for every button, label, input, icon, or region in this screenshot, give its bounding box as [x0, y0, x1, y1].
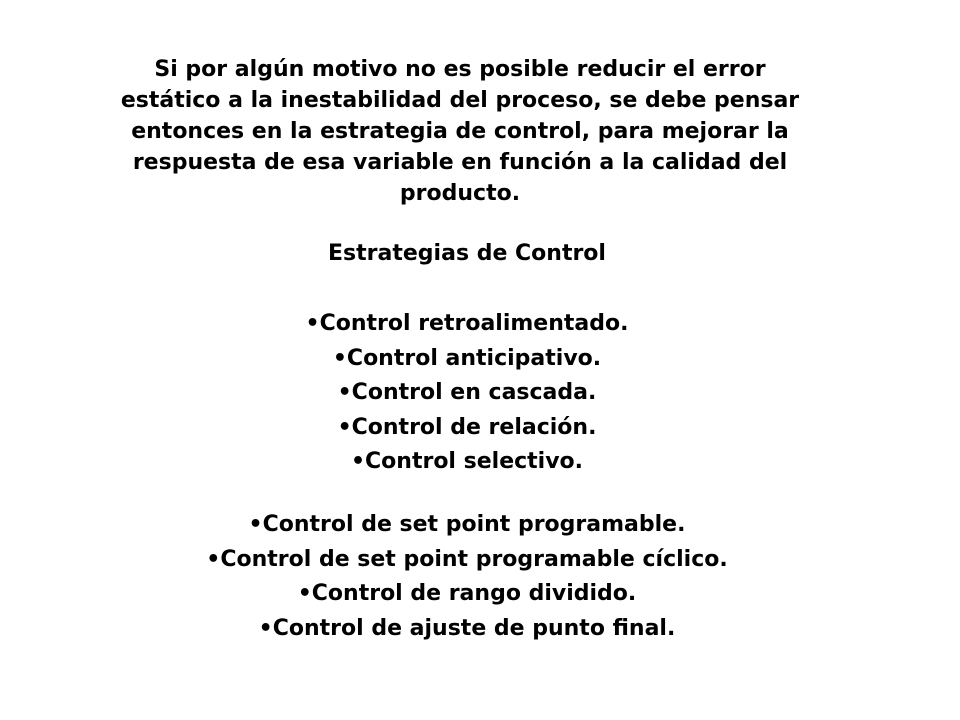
- control-strategies-list: [0, 307, 934, 480]
- intro-line: producto.: [399, 181, 521, 206]
- intro-line: respuesta de esa variable en función a la calidad del: [132, 150, 788, 175]
- list-item: •Control en cascada.: [337, 380, 597, 405]
- list-item: •Control anticipativo.: [332, 345, 602, 371]
- list-item: •Control de ajuste de punto final.: [258, 615, 676, 641]
- setpoint-strategies-list: [0, 508, 934, 646]
- list-item: •Control de relación.: [337, 414, 597, 440]
- intro-paragraph: [90, 54, 830, 209]
- list-item: •Control de rango dividido.: [297, 581, 637, 606]
- section-heading: Estrategias de Control: [328, 241, 606, 266]
- intro-line: Si por algún motivo no es posible reducir el error: [154, 57, 766, 82]
- list-item: •Control selectivo.: [350, 449, 584, 474]
- intro-line: estático a la inestabilidad del proceso, se debe pensar: [120, 88, 800, 113]
- intro-line: entonces en la estrategia de control, para mejorar la: [131, 119, 789, 144]
- list-item: •Control de set point programable cíclico.: [206, 546, 728, 572]
- list-item: •Control retroalimentado.: [305, 311, 629, 336]
- list-item: •Control de set point programable.: [248, 512, 686, 537]
